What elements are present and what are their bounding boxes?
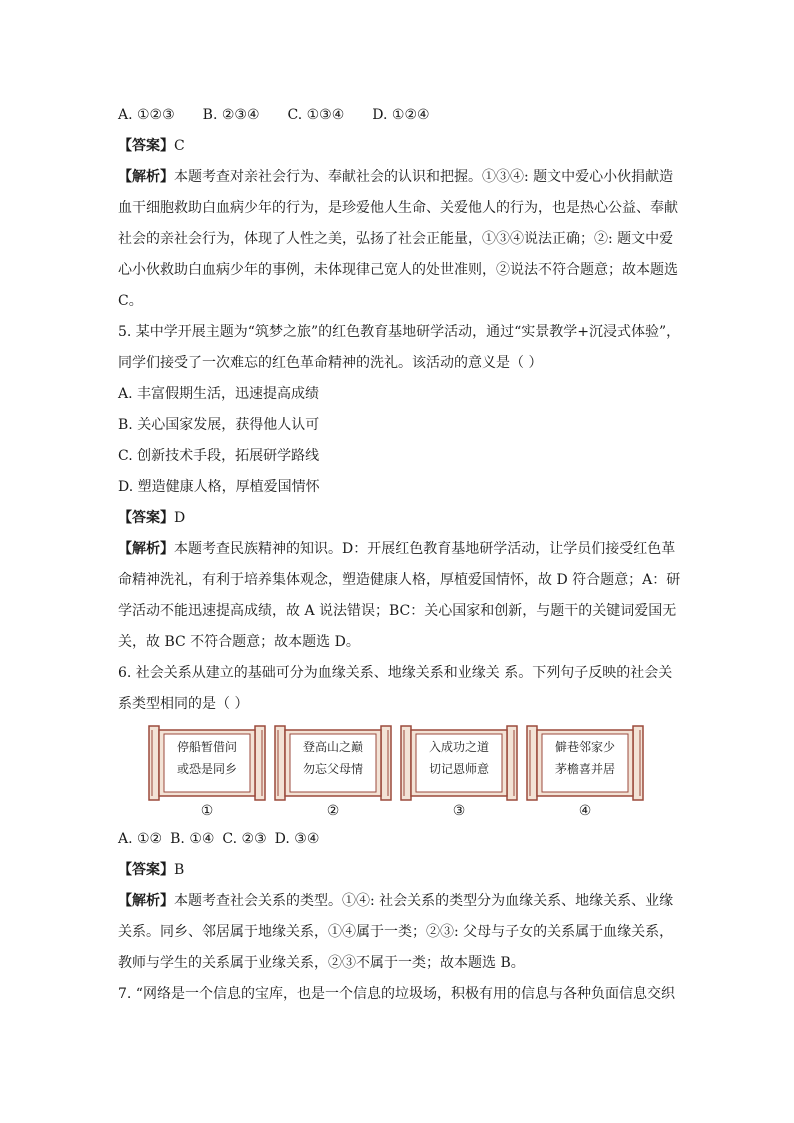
q6-analysis-line: 关系。同乡、邻居属于地缘关系，①④属于一类；②③: 父母与子女的关系属于血缘关系， [118, 924, 674, 940]
document-page [118, 100, 681, 1010]
q6-analysis-line: 教师与学生的关系属于业缘关系，②③不属于一类；故本题选 B。 [118, 955, 525, 971]
q5-analysis-line: 学活动不能迅速提高成绩，故 A 说法错误；BC：关心国家和创新，与题干的关键词爱国无 [118, 603, 677, 619]
scroll-4 [526, 724, 644, 824]
q6-option-c: C. ②③ [222, 831, 267, 847]
scroll-text-line2: 或恐是同乡 [176, 762, 237, 776]
q4-option-c: C. ①③④ [287, 107, 345, 123]
scroll-1 [148, 724, 266, 824]
analysis-text: 本题考查对亲社会行为、奉献社会的认识和把握。①③④: 题文中爱心小伙捐献造 [174, 169, 674, 185]
scroll-text-line2: 切记恩师意 [428, 762, 489, 776]
q6-answer [118, 855, 678, 886]
q4-analysis-line [118, 162, 678, 193]
analysis-text: 本题考查社会关系的类型。①④: 社会关系的类型分为血缘关系、地缘关系、业缘 [174, 893, 674, 909]
q5-analysis-line: 命精神洗礼，有利于培养集体观念，塑造健康人格，厚植爱国情怀，故 D 符合题意；A：研 [118, 572, 681, 588]
q5-answer [118, 503, 678, 534]
scroll-number: ① [200, 803, 214, 819]
scroll-text-line1: 停船暂借问 [176, 740, 237, 754]
scroll-3 [400, 724, 518, 824]
scroll-text-line2: 勿忘父母情 [302, 762, 363, 776]
q5-analysis-line: 关，故 BC 不符合题意；故本题选 D。 [118, 634, 360, 650]
q6-option-a: A. ①② [118, 831, 163, 847]
scroll-2 [274, 724, 392, 824]
q6-options [118, 824, 678, 855]
q5-option-a: A. 丰富假期生活，迅速提高成绩 [118, 386, 320, 402]
q4-option-d: D. ①②④ [372, 107, 430, 123]
q6-stem: 6. 社会关系从建立的基础可分为血缘关系、地缘关系和业缘关 系。下列句子反映的社会关 [118, 665, 673, 681]
answer-value: C [174, 138, 185, 154]
answer-label: 【答案】 [118, 510, 174, 526]
answer-label: 【答案】 [118, 862, 174, 878]
analysis-text: 本题考查民族精神的知识。D：开展红色教育基地研学活动，让学员们接受红色革 [174, 541, 676, 557]
q6-option-d: D. ③④ [274, 831, 320, 847]
q4-answer [118, 131, 678, 162]
q4-option-b: B. ②③④ [202, 107, 260, 123]
analysis-label: 【解析】 [118, 893, 174, 909]
q4-analysis-line: 血干细胞救助白血病少年的行为，是珍爱他人生命、关爱他人的行为，也是热心公益、奉献 [118, 200, 678, 216]
q5-option-b: B. 关心国家发展，获得他人认可 [118, 417, 320, 433]
q6-stem: 系类型相同的是（ ） [118, 696, 249, 712]
scroll-text-line1: 入成功之道 [428, 740, 489, 754]
analysis-label: 【解析】 [118, 541, 174, 557]
scroll-text-line1: 登高山之巅 [302, 740, 363, 754]
q6-scroll-figure [118, 724, 678, 824]
q7-stem: 7. “网络是一个信息的宝库，也是一个信息的垃圾场，积极有用的信息与各种负面信息交织 [118, 986, 675, 1002]
q5-option-c: C. 创新技术手段，拓展研学路线 [118, 448, 320, 464]
q6-option-b: B. ①④ [170, 831, 215, 847]
scroll-number: ③ [452, 803, 466, 819]
q4-analysis-line: 社会的亲社会行为，体现了人性之美，弘扬了社会正能量，①③④说法正确；②: 题文中爱 [118, 231, 674, 247]
scroll-number: ② [326, 803, 340, 819]
answer-label: 【答案】 [118, 138, 174, 154]
q5-stem: 5. 某中学开展主题为“筑梦之旅”的红色教育基地研学活动，通过“实景教学+沉浸式体验”， [118, 324, 681, 340]
scroll-text-line2: 茅檐喜并居 [554, 762, 615, 776]
q5-analysis-line [118, 534, 678, 565]
q4-options [118, 100, 678, 131]
scroll-number: ④ [578, 803, 592, 819]
analysis-label: 【解析】 [118, 169, 174, 185]
q4-analysis-line: C。 [118, 293, 143, 309]
answer-value: B [174, 862, 185, 878]
q5-option-d: D. 塑造健康人格，厚植爱国情怀 [118, 479, 320, 495]
q4-analysis-line: 心小伙救助白血病少年的事例，未体现律己宽人的处世准则，②说法不符合题意；故本题选 [118, 262, 678, 278]
q4-option-a: A. ①②③ [118, 107, 175, 123]
scroll-text-line1: 僻巷邻家少 [554, 740, 615, 754]
answer-value: D [174, 510, 186, 526]
q6-analysis-line [118, 886, 678, 917]
q5-stem: 同学们接受了一次难忘的红色革命精神的洗礼。该活动的意义是（ ） [118, 355, 543, 371]
